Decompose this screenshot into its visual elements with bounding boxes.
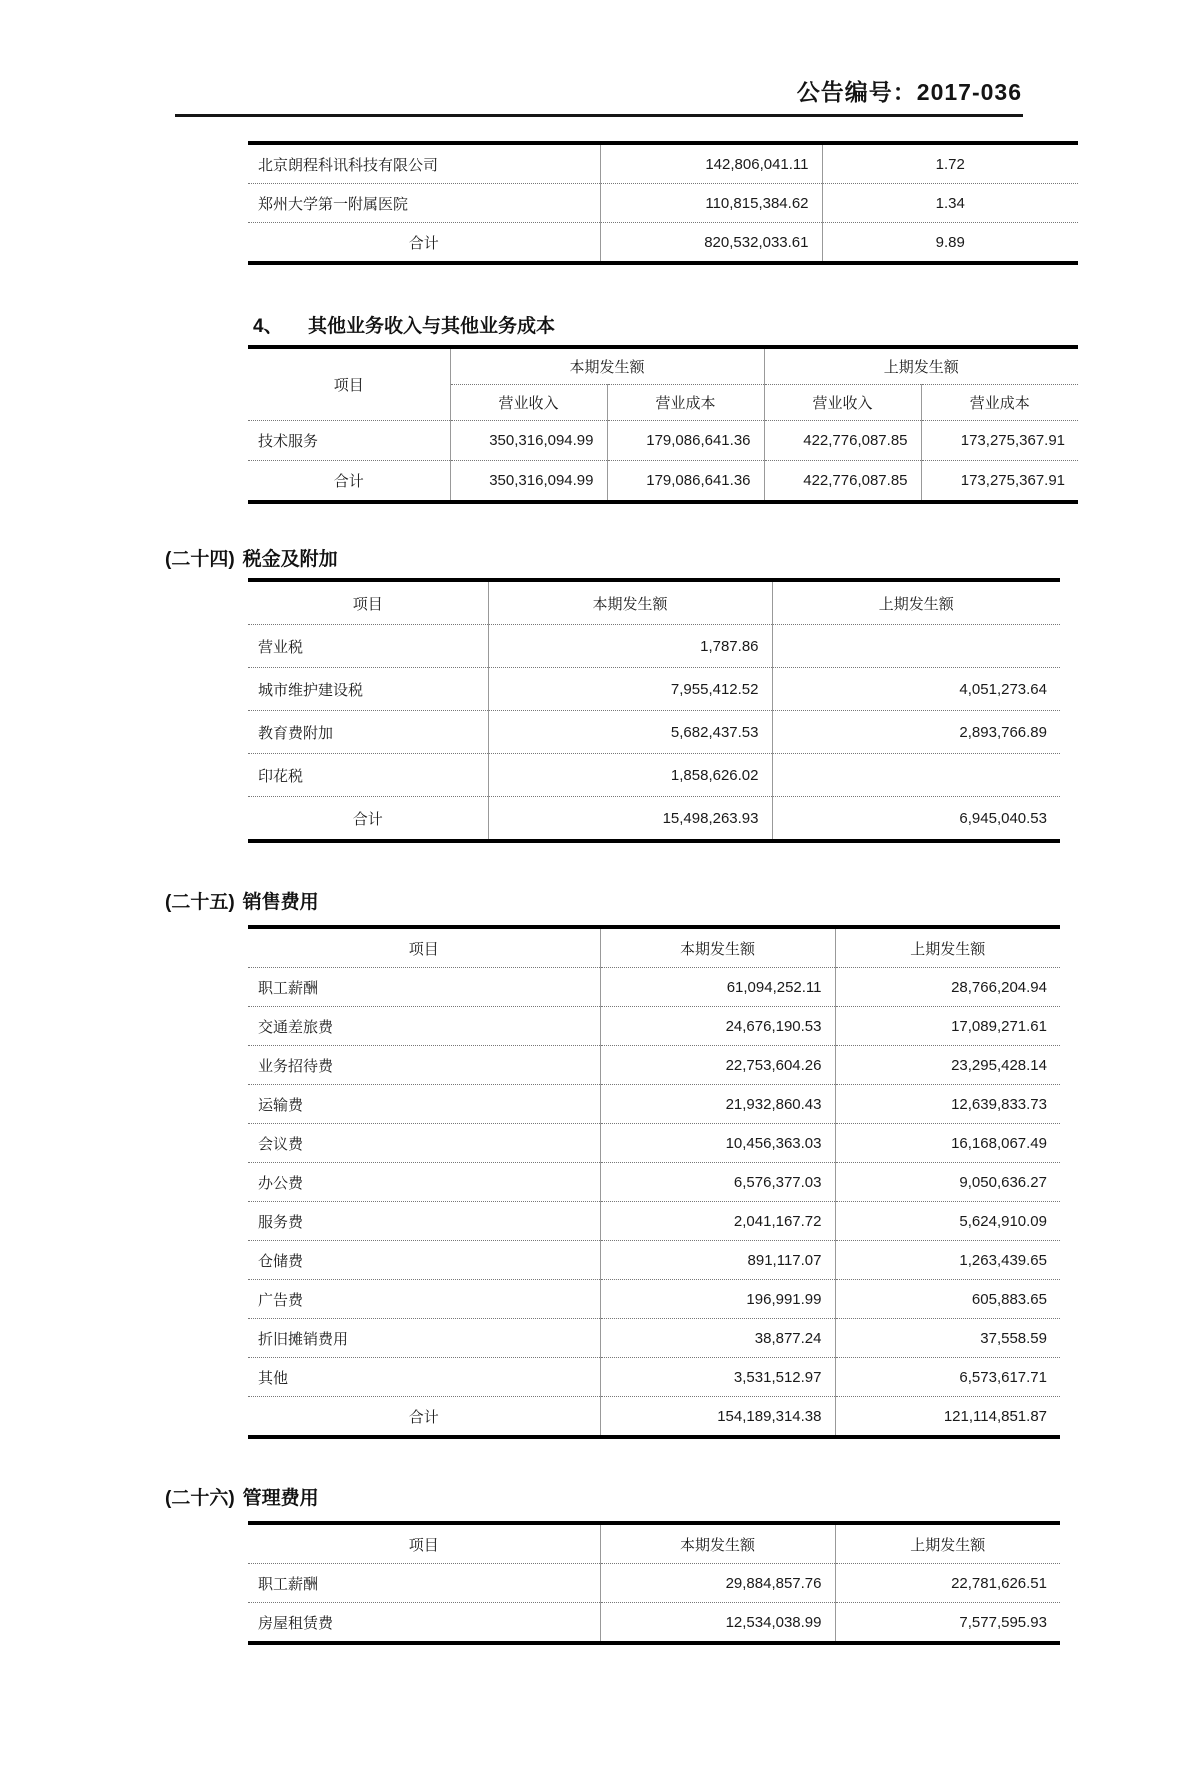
prior-cell: 22,781,626.51	[835, 1564, 1060, 1603]
table-row	[248, 1358, 1060, 1397]
section-number: (二十六)	[165, 1488, 235, 1509]
header-prior-cell: 上期发生额	[772, 580, 1060, 625]
document-page	[0, 74, 1200, 1770]
item-cell: 广告费	[248, 1280, 600, 1319]
value-cell: 173,275,367.91	[921, 461, 1078, 503]
current-cell: 154,189,314.38	[600, 1397, 835, 1438]
prior-cell: 6,573,617.71	[835, 1358, 1060, 1397]
table-row	[248, 1564, 1060, 1603]
header-prior-cell: 上期发生额	[835, 927, 1060, 968]
subheader-cost-cell: 营业成本	[921, 385, 1078, 421]
item-cell: 交通差旅费	[248, 1007, 600, 1046]
current-cell: 61,094,252.11	[600, 968, 835, 1007]
item-cell: 房屋租赁费	[258, 1614, 334, 1632]
prior-cell: 9,050,636.27	[835, 1163, 1060, 1202]
current-cell: 7,955,412.52	[488, 668, 772, 711]
table-row	[248, 421, 1078, 461]
table-row	[248, 1085, 1060, 1124]
item-cell: 运输费	[248, 1085, 600, 1124]
table-row	[248, 1202, 1060, 1241]
table-row	[248, 1124, 1060, 1163]
current-cell: 1,858,626.02	[488, 754, 772, 797]
subheader-cost-cell: 营业成本	[607, 385, 764, 421]
item-cell: 业务招待费	[248, 1046, 600, 1085]
item-cell: 职工薪酬	[248, 968, 600, 1007]
prior-cell: 121,114,851.87	[835, 1397, 1060, 1438]
prior-cell: 4,051,273.64	[772, 668, 1060, 711]
header-item-cell: 项目	[248, 1523, 600, 1564]
table-total-row	[248, 1397, 1060, 1438]
table-row	[248, 754, 1060, 797]
item-cell: 城市维护建设税	[248, 668, 488, 711]
section-heading-admin	[165, 1483, 1200, 1510]
current-cell: 3,531,512.97	[600, 1358, 835, 1397]
item-cell: 郑州大学第一附属医院	[248, 184, 600, 223]
total-label-cell: 合计	[408, 234, 439, 252]
current-cell: 196,991.99	[600, 1280, 835, 1319]
header-item-cell: 项目	[248, 347, 450, 421]
amount-cell: 110,815,384.62	[600, 184, 822, 223]
item-cell: 技术服务	[248, 421, 450, 461]
table-row	[248, 1319, 1060, 1358]
amount-cell: 142,806,041.11	[600, 143, 822, 184]
prior-cell: 28,766,204.94	[835, 968, 1060, 1007]
section-title: 其他业务收入与其他业务成本	[308, 316, 556, 337]
selling-expenses-table	[248, 925, 1060, 1439]
percent-cell: 1.72	[822, 143, 1078, 184]
value-cell: 350,316,094.99	[450, 461, 607, 503]
percent-cell: 1.34	[822, 184, 1078, 223]
current-cell: 1,787.86	[488, 625, 772, 668]
total-label-cell: 合计	[352, 810, 383, 828]
header-rule	[175, 114, 1023, 117]
prior-cell: 12,639,833.73	[835, 1085, 1060, 1124]
prior-cell: 7,577,595.93	[835, 1603, 1060, 1644]
header-current-cell: 本期发生额	[600, 1523, 835, 1564]
item-cell: 办公费	[248, 1163, 600, 1202]
table-header-row	[248, 927, 1060, 968]
table-row	[248, 1046, 1060, 1085]
admin-expenses-table	[248, 1521, 1060, 1645]
current-cell: 6,576,377.03	[600, 1163, 835, 1202]
item-cell: 印花税	[248, 754, 488, 797]
item-cell: 北京朗程科讯科技有限公司	[248, 143, 600, 184]
section-title: 税金及附加	[242, 549, 338, 570]
section-number: (二十五)	[165, 892, 235, 913]
subheader-income-cell: 营业收入	[764, 385, 921, 421]
current-cell: 891,117.07	[600, 1241, 835, 1280]
section-heading-other-business	[253, 311, 1200, 338]
prior-cell: 16,168,067.49	[835, 1124, 1060, 1163]
table-row	[248, 184, 1078, 223]
table-row	[248, 1603, 1060, 1644]
current-cell: 21,932,860.43	[600, 1085, 835, 1124]
top-customers-table	[248, 141, 1078, 265]
table-row	[248, 1241, 1060, 1280]
current-cell: 22,753,604.26	[600, 1046, 835, 1085]
prior-cell: 2,893,766.89	[772, 711, 1060, 754]
item-cell: 服务费	[248, 1202, 600, 1241]
item-cell: 折旧摊销费用	[248, 1319, 600, 1358]
table-row	[248, 1007, 1060, 1046]
section-title: 管理费用	[242, 1488, 319, 1509]
header-prior-cell: 上期发生额	[835, 1523, 1060, 1564]
table-total-row	[248, 461, 1078, 503]
item-cell: 职工薪酬	[248, 1564, 600, 1603]
table-row	[248, 143, 1078, 184]
item-cell: 会议费	[248, 1124, 600, 1163]
doc-number: 公告编号：2017-036	[796, 79, 1022, 105]
table-row	[248, 1280, 1060, 1319]
other-business-table	[248, 345, 1078, 504]
current-cell: 38,877.24	[600, 1319, 835, 1358]
current-cell: 2,041,167.72	[600, 1202, 835, 1241]
item-cell: 其他	[248, 1358, 600, 1397]
table-header-row	[248, 347, 1078, 385]
header-item-cell: 项目	[248, 580, 488, 625]
prior-cell	[772, 625, 1060, 668]
prior-cell: 17,089,271.61	[835, 1007, 1060, 1046]
section-heading-selling	[165, 887, 1200, 914]
percent-cell: 9.89	[822, 223, 1078, 264]
current-cell: 10,456,363.03	[600, 1124, 835, 1163]
total-label-cell: 合计	[408, 1408, 439, 1426]
prior-cell: 6,945,040.53	[772, 797, 1060, 842]
table-header-row	[248, 580, 1060, 625]
value-cell: 422,776,087.85	[764, 461, 921, 503]
table-row	[248, 1163, 1060, 1202]
current-cell: 24,676,190.53	[600, 1007, 835, 1046]
header-current-cell: 本期发生额	[488, 580, 772, 625]
header-current-cell: 本期发生额	[450, 347, 764, 385]
table-header-row	[248, 1523, 1060, 1564]
current-cell: 5,682,437.53	[488, 711, 772, 754]
header-prior-cell: 上期发生额	[764, 347, 1078, 385]
current-cell: 15,498,263.93	[488, 797, 772, 842]
value-cell: 173,275,367.91	[921, 421, 1078, 461]
prior-cell: 37,558.59	[835, 1319, 1060, 1358]
section-number: 4、	[253, 316, 283, 337]
value-cell: 350,316,094.99	[450, 421, 607, 461]
item-cell: 仓储费	[248, 1241, 600, 1280]
table-row	[248, 668, 1060, 711]
table-row	[248, 625, 1060, 668]
section-title: 销售费用	[242, 892, 319, 913]
prior-cell: 23,295,428.14	[835, 1046, 1060, 1085]
header-item-cell: 项目	[248, 927, 600, 968]
table-total-row	[248, 797, 1060, 842]
header-current-cell: 本期发生额	[600, 927, 835, 968]
section-number: (二十四)	[165, 549, 235, 570]
prior-cell	[772, 754, 1060, 797]
table-total-row	[248, 223, 1078, 264]
section-heading-taxes	[165, 544, 1200, 571]
amount-cell: 820,532,033.61	[600, 223, 822, 264]
item-cell: 营业税	[248, 625, 488, 668]
subheader-income-cell: 营业收入	[450, 385, 607, 421]
prior-cell: 605,883.65	[835, 1280, 1060, 1319]
item-cell: 教育费附加	[248, 711, 488, 754]
value-cell: 422,776,087.85	[764, 421, 921, 461]
prior-cell: 1,263,439.65	[835, 1241, 1060, 1280]
taxes-table	[248, 578, 1060, 843]
total-label-cell: 合计	[333, 473, 364, 490]
current-cell: 29,884,857.76	[600, 1564, 835, 1603]
table-row	[248, 711, 1060, 754]
value-cell: 179,086,641.36	[607, 461, 764, 503]
table-row	[248, 968, 1060, 1007]
current-cell: 12,534,038.99	[600, 1603, 835, 1644]
value-cell: 179,086,641.36	[607, 421, 764, 461]
prior-cell: 5,624,910.09	[835, 1202, 1060, 1241]
